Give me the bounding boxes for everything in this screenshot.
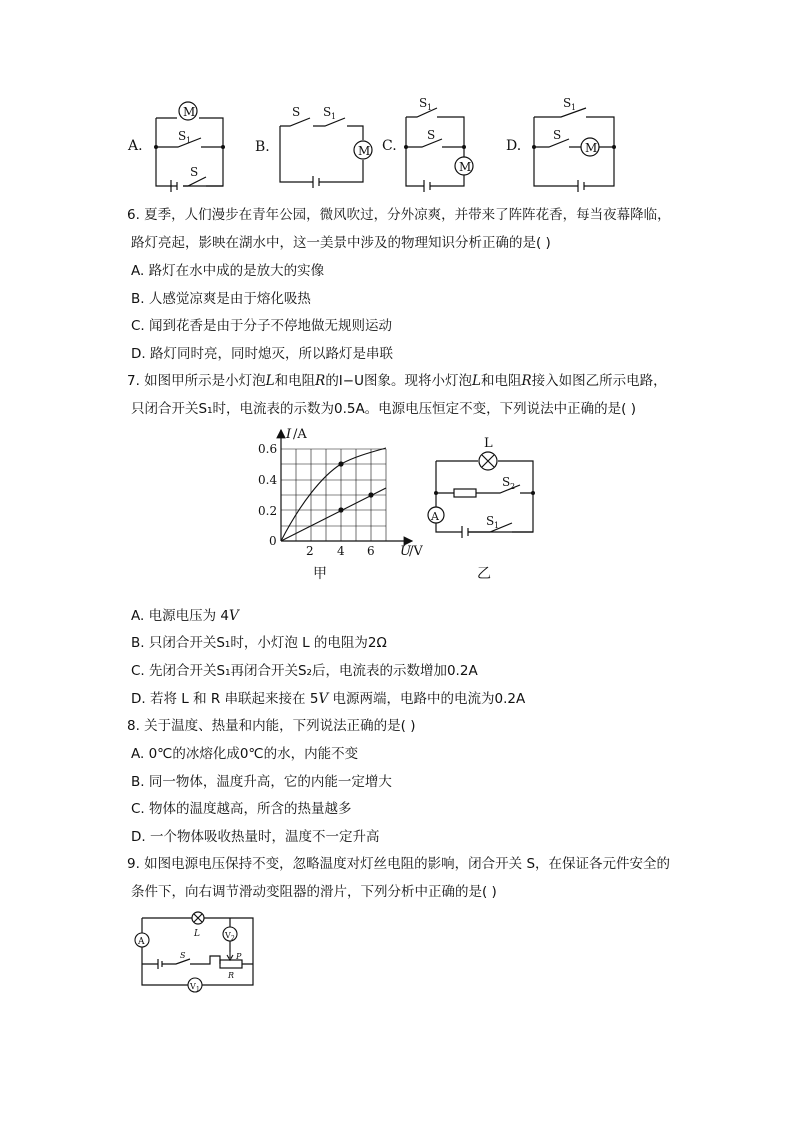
resistor-icon xyxy=(454,489,476,497)
q7-option-a[interactable]: A. 电源电压为 4V xyxy=(131,608,239,624)
q9-circuit xyxy=(130,910,260,1000)
svg-text:/V: /V xyxy=(409,544,423,559)
svg-text:V: V xyxy=(225,931,231,940)
q5-circuit-d xyxy=(506,96,626,192)
q6-stem-line1: 6. 夏季，人们漫步在青年公园，微风吹过，分外凉爽，并带来了阵阵花香，每当夜幕降临， xyxy=(127,207,671,223)
svg-text:0.4: 0.4 xyxy=(258,473,278,487)
svg-text:M: M xyxy=(459,160,472,174)
q7-option-c[interactable]: C. 先闭合开关S₁再闭合开关S₂后，电流表的示数增加0.2A xyxy=(131,663,478,679)
q5-circuit-c xyxy=(382,96,482,192)
q8-option-a[interactable]: A. 0℃的冰熔化成0℃的水，内能不变 xyxy=(131,746,359,762)
q8-option-d[interactable]: D. 一个物体吸收热量时，温度不一定升高 xyxy=(131,829,380,845)
svg-text:S: S xyxy=(292,105,301,119)
svg-text:1: 1 xyxy=(331,112,337,121)
svg-text:1: 1 xyxy=(571,103,577,112)
svg-text:S: S xyxy=(486,514,495,528)
svg-text:S: S xyxy=(502,475,511,489)
svg-text:0.6: 0.6 xyxy=(258,442,278,456)
svg-text:D.: D. xyxy=(506,138,522,154)
svg-text:R: R xyxy=(228,971,235,980)
svg-text:C.: C. xyxy=(382,138,397,154)
q9-stem-line1: 9. 如图电源电压保持不变，忽略温度对灯丝电阻的影响，闭合开关 S，在保证各元件安全的 xyxy=(127,856,671,872)
q6-option-c[interactable]: C. 闻到花香是由于分子不停地做无规则运动 xyxy=(131,318,393,334)
svg-text:M: M xyxy=(585,141,598,155)
q6-option-d[interactable]: D. 路灯同时亮，同时熄灭，所以路灯是串联 xyxy=(131,346,393,362)
svg-text:4: 4 xyxy=(337,544,345,558)
caption-jia: 甲 xyxy=(313,566,327,582)
q5-label-a: A. xyxy=(128,138,143,154)
svg-text:1: 1 xyxy=(186,136,192,145)
svg-text:A: A xyxy=(431,510,439,523)
q7-iu-graph xyxy=(252,424,432,584)
svg-text:B.: B. xyxy=(255,139,270,155)
svg-text:A: A xyxy=(138,937,145,947)
svg-text:2: 2 xyxy=(510,482,516,491)
q5-circuit-b xyxy=(255,104,375,188)
svg-text:S: S xyxy=(427,128,436,142)
svg-text:1: 1 xyxy=(196,986,200,993)
svg-text:L: L xyxy=(484,436,493,451)
q5-circuit-a xyxy=(128,98,228,190)
svg-text:S: S xyxy=(553,128,562,142)
q7-stem-line2: 只闭合开关S₁时，电流表的示数为0.5A。电源电压恒定不变，下列说法中正确的是( ) xyxy=(131,401,637,417)
rheostat-icon xyxy=(220,960,242,968)
svg-text:M: M xyxy=(358,144,371,158)
svg-text:S: S xyxy=(190,165,199,179)
svg-text:M: M xyxy=(183,105,196,119)
svg-text:2: 2 xyxy=(231,935,235,942)
svg-text:I: I xyxy=(286,427,292,442)
svg-text:1: 1 xyxy=(494,521,500,530)
q9-stem-line2: 条件下，向右调节滑动变阻器的滑片，下列分析中正确的是( ) xyxy=(131,884,497,900)
q8-option-b[interactable]: B. 同一物体，温度升高，它的内能一定增大 xyxy=(131,774,392,790)
svg-text:0: 0 xyxy=(269,534,277,548)
svg-text:S: S xyxy=(323,105,332,119)
svg-text:1: 1 xyxy=(427,103,433,112)
q7-circuit-yi xyxy=(420,430,550,580)
svg-text:S: S xyxy=(563,96,572,110)
svg-text:2: 2 xyxy=(306,544,314,558)
q6-option-a[interactable]: A. 路灯在水中成的是放大的实像 xyxy=(131,263,325,279)
q6-stem-line2: 路灯亮起，影映在湖水中，这一美景中涉及的物理知识分析正确的是( ) xyxy=(131,235,551,251)
svg-text:S: S xyxy=(180,951,186,960)
svg-text:6: 6 xyxy=(367,544,375,558)
q7-option-d[interactable]: D. 若将 L 和 R 串联起来接在 5V 电源两端，电路中的电流为0.2A xyxy=(131,691,526,707)
q7-stem-line1: 7. 如图甲所示是小灯泡L和电阻R的I−U图象。现将小灯泡L和电阻R接入如图乙所示电路， xyxy=(127,373,667,389)
svg-text:S: S xyxy=(419,96,428,110)
caption-yi: 乙 xyxy=(477,566,491,582)
svg-text:V: V xyxy=(190,982,196,991)
svg-text:P: P xyxy=(236,952,242,961)
svg-text:/A: /A xyxy=(293,427,307,442)
q6-option-b[interactable]: B. 人感觉凉爽是由于熔化吸热 xyxy=(131,291,311,307)
q8-option-c[interactable]: C. 物体的温度越高，所含的热量越多 xyxy=(131,801,352,817)
svg-text:U: U xyxy=(400,544,411,559)
svg-text:L: L xyxy=(194,929,200,939)
q8-stem: 8. 关于温度、热量和内能，下列说法正确的是( ) xyxy=(127,718,416,734)
q7-option-b[interactable]: B. 只闭合开关S₁时，小灯泡 L 的电阻为2Ω xyxy=(131,635,387,651)
svg-text:S: S xyxy=(178,129,187,143)
svg-text:0.2: 0.2 xyxy=(258,504,278,518)
